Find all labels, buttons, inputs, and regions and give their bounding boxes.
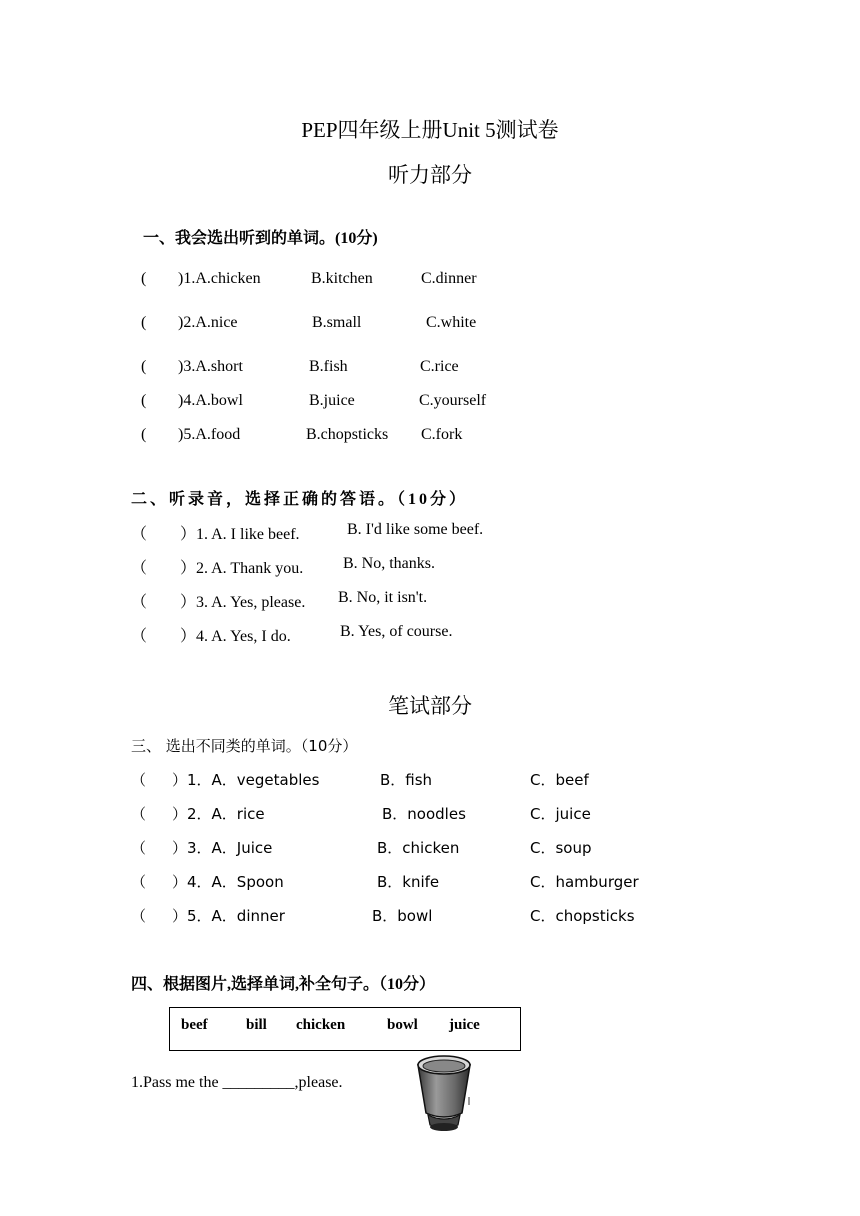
option-b: B.chopsticks — [306, 426, 389, 443]
answer-paren: ( — [141, 270, 147, 287]
option-c: C．chopsticks — [530, 907, 635, 925]
option-a: ）1．A．vegetables — [172, 771, 320, 789]
word-box-item: chicken — [296, 1017, 346, 1033]
option-b: B．noodles — [382, 805, 466, 823]
option-a: )1.A.chicken — [178, 270, 261, 287]
option-c: C．juice — [530, 805, 591, 823]
option-a: ）1. A. I like beef. — [180, 526, 300, 543]
option-b: B.kitchen — [311, 270, 373, 287]
section1-heading: 一、我会选出听到的单词。(10分) — [143, 230, 378, 247]
answer-paren: （ — [131, 560, 148, 577]
section2-heading: 二、听录音，选择正确的答语。（10分） — [131, 491, 469, 508]
option-a: )3.A.short — [178, 358, 243, 375]
option-a: ）3. A. Yes, please. — [180, 594, 306, 611]
section4-heading: 四、根据图片,选择单词,补全句子。（10分） — [131, 976, 436, 993]
option-c: C．soup — [530, 839, 592, 857]
answer-paren: （ — [131, 526, 148, 543]
option-b: B．bowl — [372, 907, 433, 925]
word-box-item: juice — [449, 1017, 480, 1033]
section3-heading: 三、 选出不同类的单词。（10分） — [131, 737, 358, 755]
answer-paren: （ — [131, 805, 147, 823]
answer-paren: ( — [141, 314, 147, 331]
option-b: B．chicken — [377, 839, 460, 857]
cup-icon — [414, 1053, 474, 1135]
answer-paren: ( — [141, 426, 147, 443]
answer-paren: ( — [141, 358, 147, 375]
option-a: )2.A.nice — [178, 314, 238, 331]
option-b: B.small — [312, 314, 362, 331]
answer-paren: （ — [131, 771, 147, 789]
option-c: C.white — [426, 314, 477, 331]
option-b: B. I'd like some beef. — [347, 521, 484, 538]
answer-paren: （ — [131, 594, 148, 611]
option-b: B. No, thanks. — [343, 555, 435, 572]
option-a: )4.A.bowl — [178, 392, 243, 409]
option-a: ）3．A．Juice — [172, 839, 273, 857]
answer-paren: （ — [131, 839, 147, 857]
option-b: B. Yes, of course. — [340, 623, 453, 640]
answer-paren: （ — [131, 907, 147, 925]
written-heading: 笔试部分 — [388, 694, 472, 718]
option-c: C．beef — [530, 771, 589, 789]
option-c: C.fork — [421, 426, 463, 443]
option-c: C.rice — [420, 358, 459, 375]
word-box-item: bill — [246, 1017, 267, 1033]
word-box — [169, 1007, 521, 1051]
option-a: ）4. A. Yes, I do. — [180, 628, 291, 645]
option-a: ）2．A．rice — [172, 805, 265, 823]
option-c: C．hamburger — [530, 873, 639, 891]
option-b: B．fish — [380, 771, 433, 789]
option-a: )5.A.food — [178, 426, 241, 443]
option-b: B.fish — [309, 358, 348, 375]
answer-paren: （ — [131, 873, 147, 891]
option-a: ）4．A．Spoon — [172, 873, 284, 891]
page-title: PEP四年级上册Unit 5测试卷 — [301, 118, 559, 142]
answer-paren: ( — [141, 392, 147, 409]
listening-heading: 听力部分 — [388, 163, 472, 187]
option-b: B.juice — [309, 392, 355, 409]
option-c: C.dinner — [421, 270, 477, 287]
answer-paren: （ — [131, 628, 148, 645]
option-b: B．knife — [377, 873, 440, 891]
sentence-1: 1.Pass me the _________,please. — [131, 1074, 343, 1091]
option-b: B. No, it isn't. — [338, 589, 428, 606]
word-box-item: bowl — [387, 1017, 418, 1033]
word-box-item: beef — [181, 1017, 208, 1033]
option-c: C.yourself — [419, 392, 487, 409]
option-a: ）2. A. Thank you. — [180, 560, 304, 577]
option-a: ）5．A．dinner — [172, 907, 285, 925]
